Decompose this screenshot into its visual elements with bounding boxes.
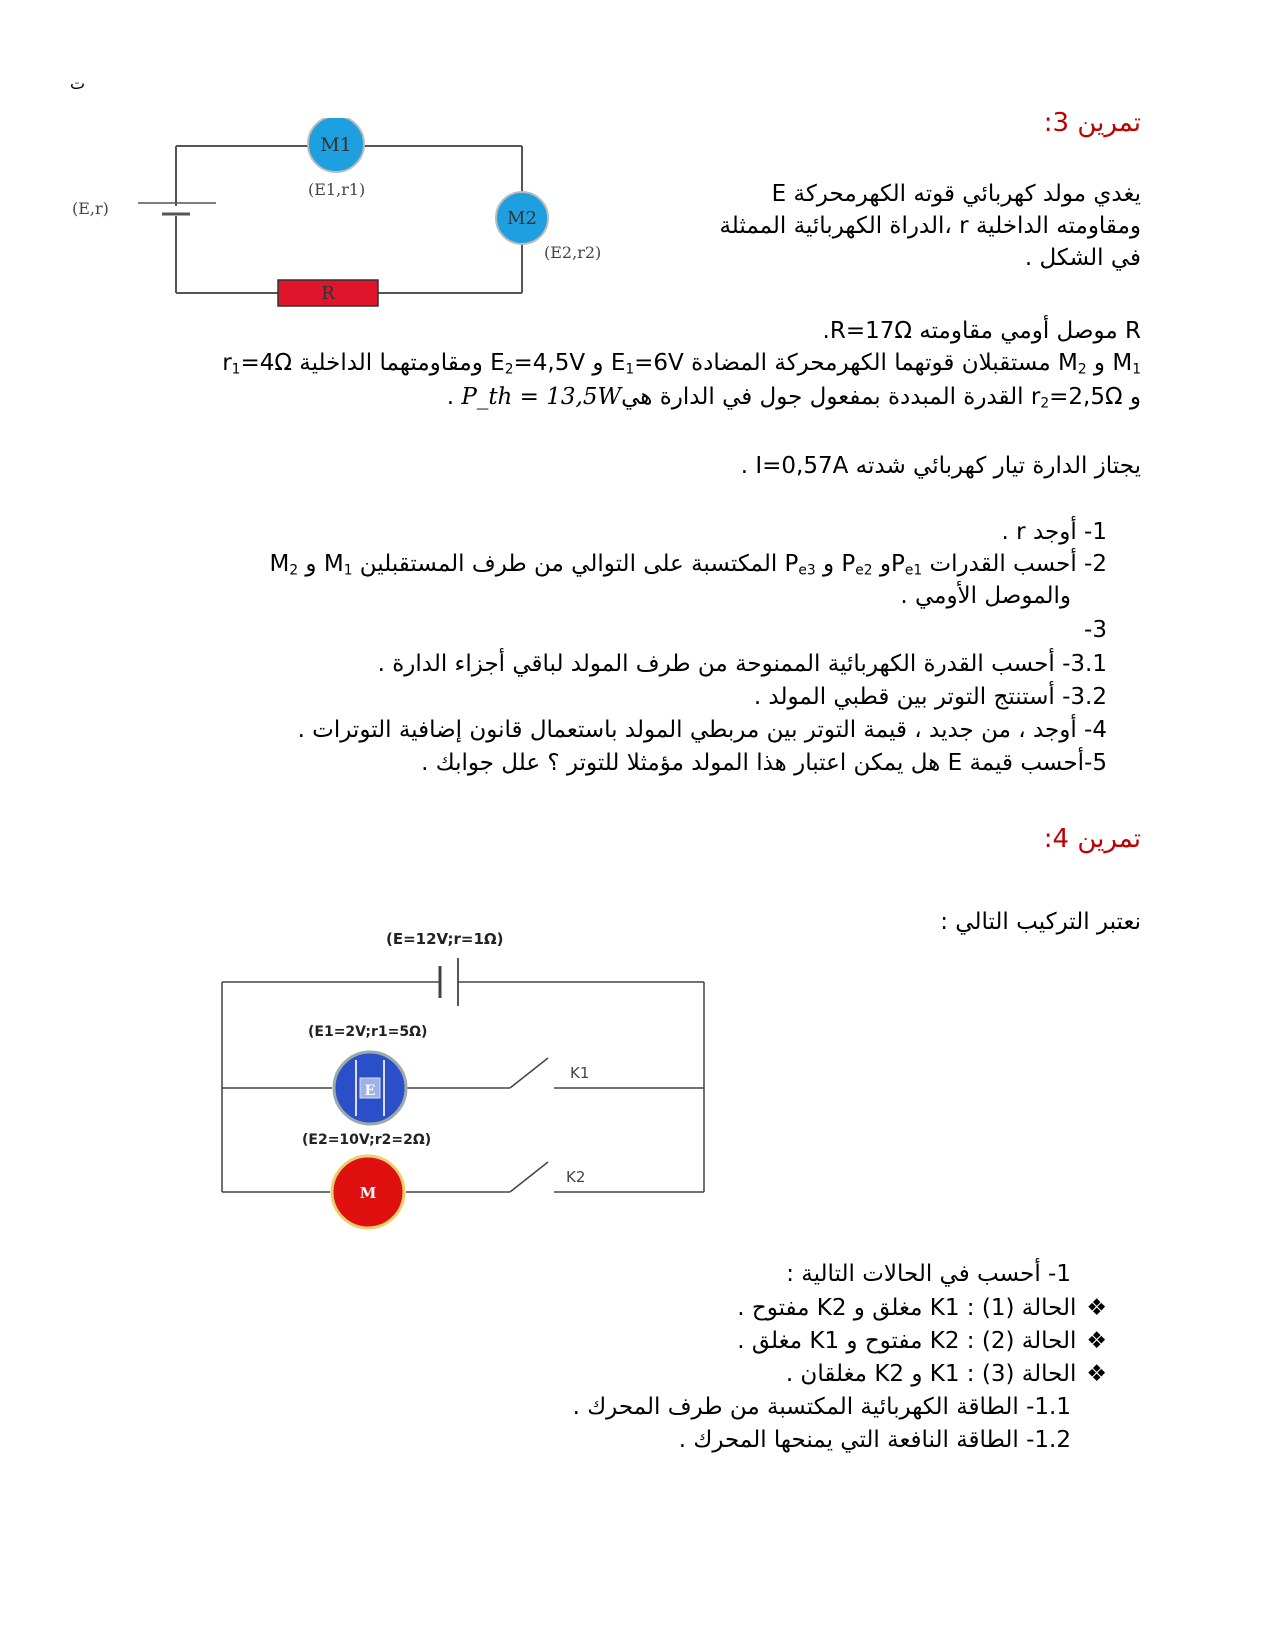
motor-label: (E2=10V;r2=2Ω) xyxy=(302,1132,432,1148)
receiver-label: (E1=2V;r1=5Ω) xyxy=(308,1024,428,1040)
ex3-resistor-line: R موصل أومي مقاومته R=17Ω. xyxy=(822,318,1141,344)
ex3-question-1: 1- أوجد r . xyxy=(1001,519,1107,545)
ex4-question-1: 1- أحسب في الحالات التالية : xyxy=(786,1261,1071,1287)
ex3-power-line: و $r_2=2,5\Omega$ القدرة المبددة بمفعول جول في الدارة هيP_th = 13,5W . xyxy=(446,384,1141,412)
bullet-icon: ❖ xyxy=(1086,1328,1107,1354)
generator-label: (E=12V;r=1Ω) xyxy=(386,930,504,948)
page-mark: ت xyxy=(70,74,86,93)
ex4-question-1-1: 1.1- الطاقة الكهربائية المكتسبة من طرف المحرك . xyxy=(572,1394,1071,1420)
ex3-question-5: 5-أحسب قيمة E هل يمكن اعتبار هذا المولد مؤمثلا للتوتر ؟ علل جوابك . xyxy=(421,750,1107,776)
ex4-case-3: ❖الحالة (3) : K1 و K2 مغلقان . xyxy=(785,1361,1107,1387)
motor-m2-params: (E2,r2) xyxy=(544,243,602,262)
ex3-question-3-2: 3.2- أستنتج التوتر بين قطبي المولد . xyxy=(753,684,1107,710)
motor-m2-label: M2 xyxy=(507,208,537,229)
bullet-icon: ❖ xyxy=(1086,1295,1107,1321)
ex3-question-2-line-2: والموصل الأومي . xyxy=(900,583,1071,609)
ex3-intro-line-3: في الشكل . xyxy=(1024,245,1141,271)
ex3-intro-line-1: يغدي مولد كهربائي قوته الكهرمحركة E xyxy=(771,181,1141,207)
joule-power-formula: P_th = 13,5W xyxy=(461,384,622,410)
ex4-case-1: ❖الحالة (1) : K1 مغلق و K2 مفتوح . xyxy=(737,1295,1107,1321)
generator-label: (E,r) xyxy=(72,199,109,218)
bullet-icon: ❖ xyxy=(1086,1361,1107,1387)
ex4-case-2: ❖الحالة (2) : K2 مفتوح و K1 مغلق . xyxy=(737,1328,1107,1354)
switch-k1-label: K1 xyxy=(570,1064,590,1082)
ex3-current-line: يجتاز الدارة تيار كهربائي شدته I=0,57A . xyxy=(740,453,1141,479)
circuit-wires xyxy=(222,958,704,1192)
ex3-motors-line: $M_1$ و $M_2$ مستقبلان قوتهما الكهرمحركة المضادة $E_1=6V$ و $E_2=4,5V$ ومقاومتهما الداخلية $r_1=4\Omega$ xyxy=(222,350,1141,378)
resistor-label: R xyxy=(321,283,335,304)
ex3-question-3: 3- xyxy=(1084,617,1107,643)
ex3-question-2: 2- أحسب القدرات $P_{e1}و$ $P_{e2}$ و $P_{e3}$ المكتسبة على التوالي من طرف المستقبلين $M_1$ و $M_2$ xyxy=(269,551,1107,579)
exercise-4-title: تمرين 4: xyxy=(1043,824,1141,854)
switch-k2-label: K2 xyxy=(566,1168,586,1186)
ex3-question-3-1: 3.1- أحسب القدرة الكهربائية الممنوحة من طرف المولد لباقي أجزاء الدارة . xyxy=(377,651,1107,677)
exercise-3-circuit-diagram xyxy=(60,118,620,328)
ex4-intro: نعتبر التركيب التالي : xyxy=(940,909,1141,935)
motor-symbol-label: M xyxy=(359,1184,377,1202)
motor-m1-label: M1 xyxy=(320,134,352,156)
exercise-3-title: تمرين 3: xyxy=(1043,108,1141,138)
receiver-symbol-label: E xyxy=(364,1083,376,1099)
ex4-question-1-2: 1.2- الطاقة النافعة التي يمنحها المحرك . xyxy=(678,1427,1071,1453)
ex3-intro-line-2: ومقاومته الداخلية r ،الدراة الكهربائية الممثلة xyxy=(719,213,1141,239)
exercise-4-circuit-diagram xyxy=(210,920,720,1240)
ex3-question-4: 4- أوجد ، من جديد ، قيمة التوتر بين مربطي المولد باستعمال قانون إضافية التوترات . xyxy=(297,717,1107,743)
motor-m1-params: (E1,r1) xyxy=(308,180,366,199)
